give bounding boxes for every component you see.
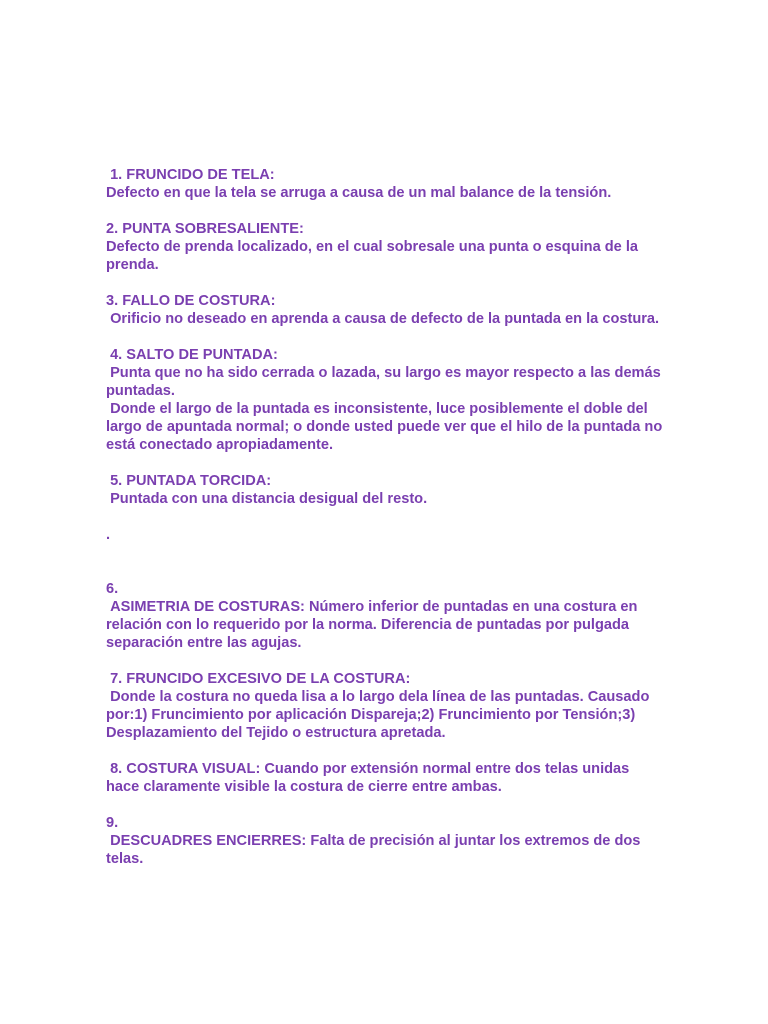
section-1 xyxy=(106,166,666,202)
section-4 xyxy=(106,346,666,454)
section-6-text: ASIMETRIA DE COSTURAS: Número inferior de puntadas en una costura en relación con lo requerido por la norma. Diferencia de puntadas por pulgada separación entre las agujas. xyxy=(106,599,642,651)
section-3 xyxy=(106,292,666,328)
section-1-heading: 1. FRUNCIDO DE TELA: xyxy=(106,167,275,183)
section-2-heading: 2. PUNTA SOBRESALIENTE: xyxy=(106,221,304,237)
section-2-text: Defecto de prenda localizado, en el cual sobresale una punta o esquina de la prenda. xyxy=(106,239,643,273)
section-9 xyxy=(106,814,666,868)
section-9-heading: 9. xyxy=(106,815,119,831)
section-4-text-2: Donde el largo de la puntada es inconsistente, luce posiblemente el doble del largo de apuntada normal; o donde usted puede ver que el hilo de la puntada no está conectado apropiadamente. xyxy=(106,401,667,453)
section-2 xyxy=(106,220,666,274)
section-7 xyxy=(106,670,666,742)
section-4-heading: 4. SALTO DE PUNTADA: xyxy=(106,347,278,363)
section-8 xyxy=(106,760,666,796)
blank-space xyxy=(106,562,666,580)
section-6-heading: 6. xyxy=(106,581,119,597)
section-8-heading: 8. COSTURA VISUAL: Cuando por extensión normal entre dos telas unidas hace claramente visible la costura de cierre entre ambas. xyxy=(106,761,634,795)
separator-dot: . xyxy=(106,527,111,543)
separator-dot-block xyxy=(106,526,666,544)
section-1-text: Defecto en que la tela se arruga a causa de un mal balance de la tensión. xyxy=(106,185,612,201)
section-3-text: Orificio no deseado en aprenda a causa de defecto de la puntada en la costura. xyxy=(106,311,660,327)
section-7-heading: 7. FRUNCIDO EXCESIVO DE LA COSTURA: xyxy=(106,671,411,687)
section-3-heading: 3. FALLO DE COSTURA: xyxy=(106,293,276,309)
section-5-heading: 5. PUNTADA TORCIDA: xyxy=(106,473,272,489)
section-4-text-1: Punta que no ha sido cerrada o lazada, su largo es mayor respecto a las demás puntadas. xyxy=(106,365,665,399)
section-6 xyxy=(106,580,666,652)
section-5-text: Puntada con una distancia desigual del resto. xyxy=(106,491,428,507)
section-9-text: DESCUADRES ENCIERRES: Falta de precisión al juntar los extremos de dos telas. xyxy=(106,833,645,867)
document-page xyxy=(106,166,666,886)
section-5 xyxy=(106,472,666,508)
section-7-text: Donde la costura no queda lisa a lo largo dela línea de las puntadas. Causado por:1) Fruncimiento por aplicación Dispareja;2) Fruncimiento por Tensión;3) Desplazamiento del Tejido o estructura apretada. xyxy=(106,689,654,741)
